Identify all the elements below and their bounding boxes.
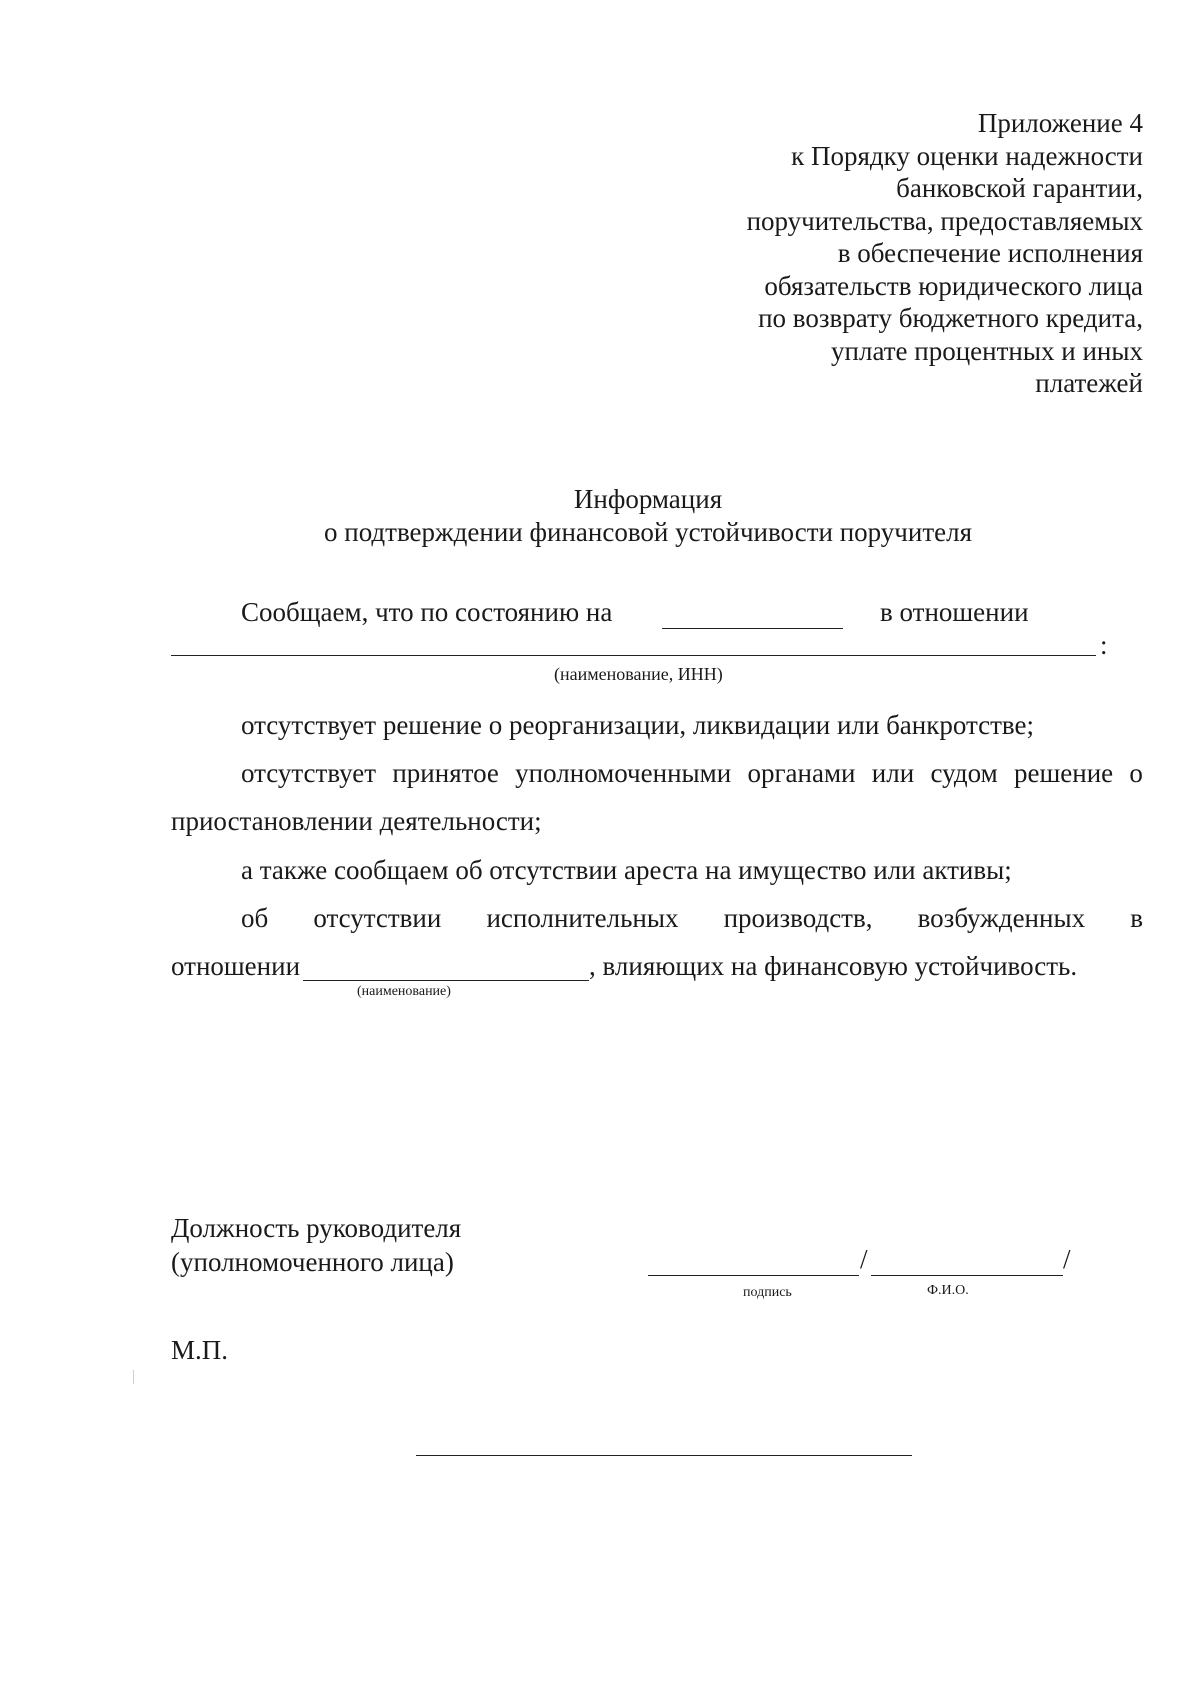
word: решение [1013, 758, 1114, 788]
paragraph-suspension-line1 [241, 758, 1143, 789]
annex-line: платежей [1035, 368, 1143, 398]
signature-caption: подпись [743, 1285, 792, 1300]
word: отсутствии [313, 903, 442, 933]
word: возбужденных [917, 903, 1086, 933]
word: судом [930, 758, 998, 788]
word: органами [747, 758, 856, 788]
word: в [1130, 903, 1143, 933]
name-blank-line [171, 655, 1096, 656]
paragraph-reorganization: отсутствует решение о реорганизации, ликвидации или банкротстве; [241, 710, 1034, 740]
fio-blank-line [871, 1275, 1063, 1276]
paragraph-enforcement-prefix: отношении [171, 951, 301, 981]
signature-blank-line [648, 1275, 859, 1276]
annex-line: уплате процентных и иных [831, 335, 1143, 366]
annex-line: обязательств юридического лица [764, 270, 1143, 301]
paragraph-suspension-line2: приостановлении деятельности; [171, 806, 542, 836]
name-line-colon: : [1100, 630, 1108, 660]
paragraph-enforcement-suffix: , влияющих на финансовую устойчивость. [589, 951, 1078, 981]
intro-prefix: Сообщаем, что по состоянию на [241, 597, 613, 627]
annex-line: Приложение 4 [977, 108, 1143, 138]
position-label-line2: (уполномоченного лица) [171, 1247, 454, 1277]
annex-line: банковской гарантии, [896, 173, 1143, 203]
fio-caption: Ф.И.О. [927, 1283, 969, 1298]
annex-line: по возврату бюджетного кредита, [758, 303, 1143, 333]
position-label-line1: Должность руководителя [171, 1213, 462, 1243]
word: принятое [392, 758, 499, 788]
annex-line: в обеспечение исполнения [837, 238, 1143, 268]
signature-slash: / [860, 1244, 868, 1274]
paragraph-arrest: а также сообщаем об отсутствии ареста на имущество или активы; [241, 855, 1012, 885]
document-title: Информация [573, 484, 723, 514]
word: или [871, 758, 915, 788]
scan-mark [133, 1370, 134, 1384]
word: производств, [723, 903, 873, 933]
fio-slash: / [1063, 1244, 1071, 1274]
date-blank-line [662, 628, 843, 629]
intro-suffix: в отношении [880, 597, 1029, 627]
word: о [1129, 758, 1143, 788]
stamp-label: М.П. [171, 1335, 229, 1365]
word: уполномоченными [515, 758, 732, 788]
annex-line: поручительства, предоставляемых [746, 205, 1143, 236]
enforcement-blank-line [303, 980, 589, 981]
word: отсутствует [241, 758, 377, 788]
closing-separator-line [416, 1455, 912, 1456]
enforcement-caption: (наименование) [357, 984, 451, 999]
document-subtitle: о подтверждении финансовой устойчивости поручителя [324, 517, 972, 547]
name-caption: (наименование, ИНН) [554, 664, 723, 684]
annex-header [747, 107, 1143, 400]
paragraph-enforcement-line1 [241, 903, 1143, 934]
annex-line: к Порядку оценки надежности [791, 140, 1143, 171]
word: об [241, 903, 269, 933]
word: исполнительных [486, 903, 679, 933]
